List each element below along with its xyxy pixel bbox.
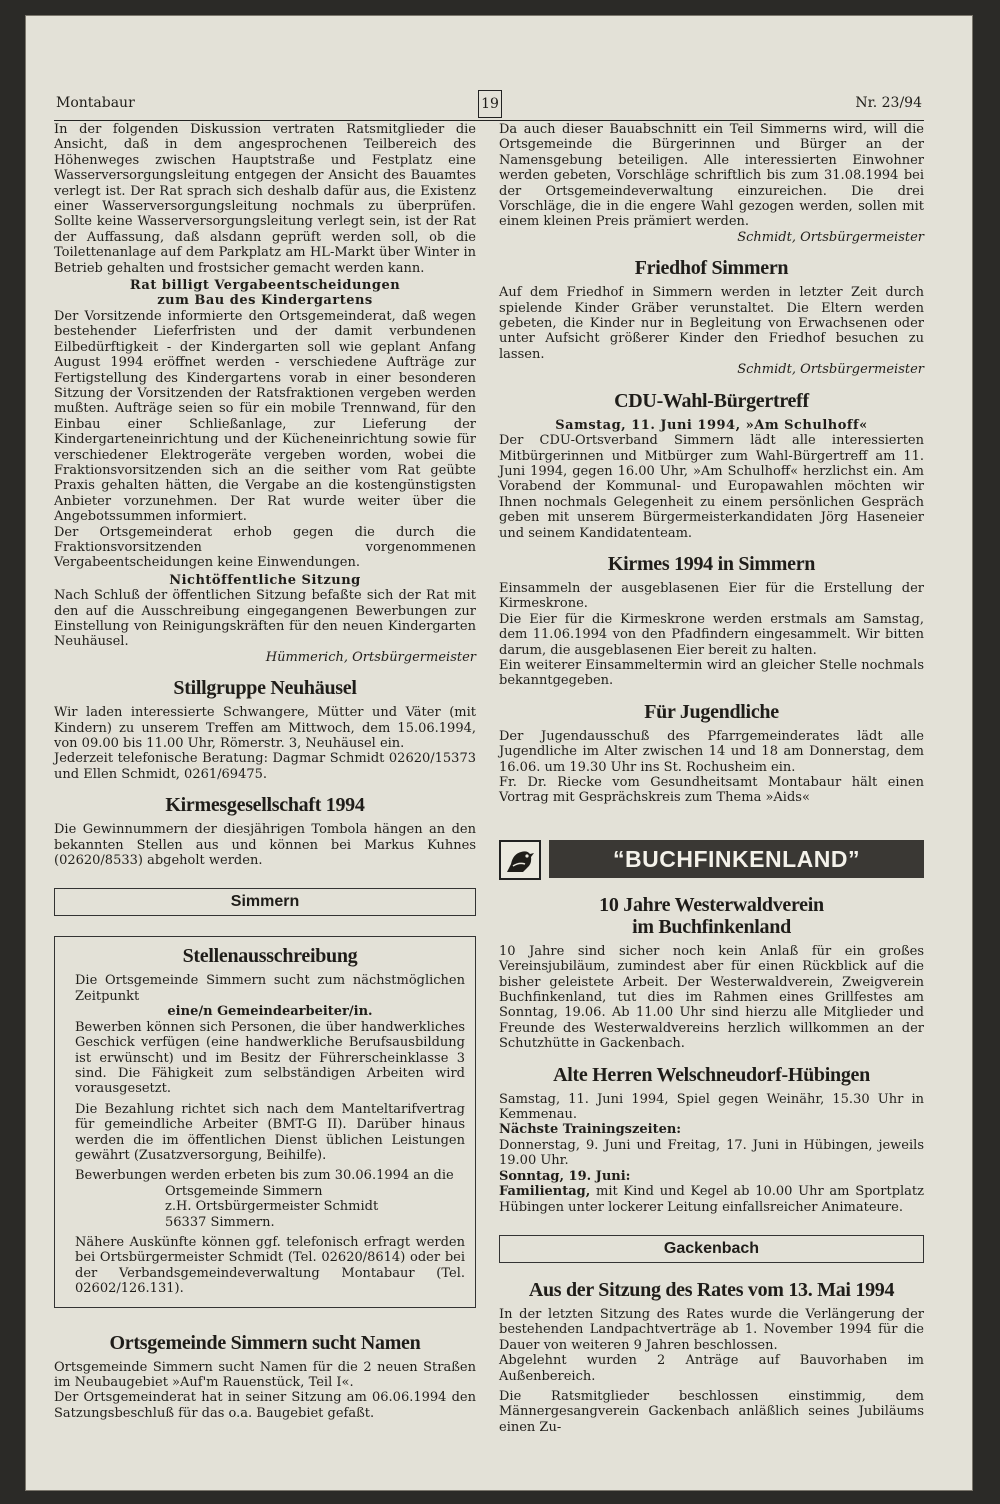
section-box-gackenbach: Gackenbach bbox=[499, 1235, 924, 1263]
article-paragraph: Die Ratsmitglieder beschlossen einstimmig, dem Männergesangverein Gackenbach anläßlich seines Jubiläums einen Zu- bbox=[499, 1388, 924, 1435]
article-paragraph: Nach Schluß der öffentlichen Sitzung befaßte sich der Rat mit den auf die Ausschreibung eingegangenen Bewerbungen zur Einstellung von Reinigungskräften für den neuen Kindergarten Neuhäusel. bbox=[54, 588, 476, 650]
article-paragraph: Der Ortsgemeinderat hat in seiner Sitzung am 06.06.1994 den Satzungsbeschluß für das o.a. Baugebiet gefaßt. bbox=[54, 1390, 476, 1421]
subheading bbox=[54, 278, 476, 309]
headline: Friedhof Simmern bbox=[634, 257, 789, 280]
ad-address-line: z.H. Ortsbürgermeister Schmidt bbox=[165, 1199, 379, 1215]
article-paragraph: Wir laden interessierte Schwangere, Mütter und Väter (mit Kindern) zu unserem Treffen am Mittwoch, dem 15.06.1994, von 09.00 bis 11.00 Uhr, Römerstr. 3, Neuhäusel ein. bbox=[54, 705, 476, 752]
headline: Alte Herren Welschneudorf-Hübingen bbox=[553, 1063, 870, 1086]
headline: CDU-Wahl-Bürgertreff bbox=[614, 389, 809, 412]
subheading-line: Rat billigt Vergabeentscheidungen bbox=[129, 278, 401, 294]
article-paragraph bbox=[499, 1184, 924, 1215]
headline-line: im Buchfinkenland bbox=[632, 915, 791, 938]
ad-address-line: 56337 Simmern. bbox=[165, 1214, 275, 1230]
bird-logo-icon bbox=[499, 840, 541, 880]
ad-paragraph: Die Ortsgemeinde Simmern sucht zum nächstmöglichen Zeitpunkt bbox=[75, 973, 465, 1004]
headline: Ortsgemeinde Simmern sucht Namen bbox=[109, 1331, 421, 1354]
article-label: Familientag, bbox=[499, 1184, 591, 1200]
signature: Schmidt, Ortsbürgermeister bbox=[737, 229, 924, 245]
headline-line: 10 Jahre Westerwaldverein bbox=[599, 893, 824, 916]
article-paragraph: Samstag, 11. Juni 1994, Spiel gegen Weinähr, 15.30 Uhr in Kemmenau. bbox=[499, 1091, 924, 1123]
article-paragraph: Auf dem Friedhof in Simmern werden in letzter Zeit durch spielende Kinder Gräber verunstaltet. Die Eltern werden gebeten, die Kinder nur in Begleitung von Erwachsenen oder unter Aufsicht größerer Kinder den Friedhof besuchen zu lassen. bbox=[499, 285, 924, 362]
ad-paragraph: Die Bezahlung richtet sich nach dem Manteltarifvertrag für gemeindliche Arbeiter (BMT-G II). Darüber hinaus werden die im öffentlichen Dienst üblichen Leistungen gewährt (Zusatzversorgung, Beihilfe). bbox=[75, 1101, 465, 1163]
page-header bbox=[54, 90, 924, 121]
article-paragraph: Die Eier für die Kirmeskrone werden erstmals am Samstag, dem 11.06.1994 von den Pfadfindern eingesammelt. Wir bitten darum, die ausgeblasenen Eier bereit zu halten. bbox=[499, 611, 924, 658]
right-column bbox=[499, 122, 924, 1435]
left-column bbox=[54, 122, 476, 1421]
ad-paragraph: Bewerbungen werden erbeten bis zum 30.06.1994 an die bbox=[75, 1168, 454, 1184]
article-paragraph: Donnerstag, 9. Juni und Freitag, 17. Juni in Hübingen, jeweils 19.00 Uhr. bbox=[499, 1137, 924, 1169]
ad-position: eine/n Gemeindearbeiter/in. bbox=[167, 1004, 373, 1020]
headline: Kirmesgesellschaft 1994 bbox=[165, 794, 365, 817]
article-paragraph: 10 Jahre sind sicher noch kein Anlaß für ein großes Vereinsjubiläum, zumindest aber für einen Rückblick auf die bisher geleistete Arbeit. Der Westerwaldverein, Zweigverein Buchfinkenland, tut dies im Rahmen eines Grillfestes am Sonntag, 19.06. Ab 11.00 Uhr sind hierzu alle Mitglieder und Freunde des Westerwaldvereins herzlich willkommen an der Schutzhütte in Gackenbach. bbox=[499, 943, 924, 1052]
article-label: Sonntag, 19. Juni: bbox=[499, 1168, 631, 1184]
header-town: Montabaur bbox=[56, 95, 135, 111]
headline bbox=[499, 894, 924, 938]
banner-title: “BUCHFINKENLAND” bbox=[549, 840, 924, 878]
ad-paragraph: Nähere Auskünfte können ggf. telefonisch erfragt werden bei Ortsbürgermeister Schmidt (Tel. 02620/8614) oder bei der Verbandsgemeindeverwaltung Montabaur (Tel. 02602/126.131). bbox=[75, 1234, 465, 1297]
article-text: mit Kind und Kegel ab 10.00 Uhr am Sportplatz Hübingen unter lockerer Leitung einfallsreicher Animateure. bbox=[499, 1184, 924, 1215]
headline: Stillgruppe Neuhäusel bbox=[173, 677, 357, 700]
article-paragraph: Fr. Dr. Riecke vom Gesundheitsamt Montabaur hält einen Vortrag mit Gesprächskreis zum Thema »Aids« bbox=[499, 775, 924, 806]
article-paragraph: Der Vorsitzende informierte den Ortsgemeinderat, daß wegen bestehender Lieferfristen und der damit verbundenen Eilbedürftigkeit - der Kindergarten soll wie geplant Anfang August 1994 eröffnet werden - verschiedene Aufträge zur Fertigstellung des Kindergartens vorab in einer besonderen Sitzung der Vorsitzenden der Ratsfraktionen vergeben werden mußten. Aufträge seien so für ein mobile Trennwand, für den Einbau einer Schließanlage, zur Lieferung der Kindergarteneinrichtung und der Kücheneinrichtung sowie für verschiedener Elektrogeräte vergeben worden, wobei die Fraktionsvorsitzenden sich an die seither vom Rat geübte Praxis gehalten hätten, die Vergabe an die kostengünstigsten Anbieter vorzunehmen. Der Rat wurde weiter über die Angebotssummen informiert. bbox=[54, 308, 476, 525]
article-paragraph: Die Gewinnummern der diesjährigen Tombola hängen an den bekannten Stellen aus und können bei Markus Kuhnes (02620/8533) abgeholt werden. bbox=[54, 822, 476, 869]
article-paragraph: Jederzeit telefonische Beratung: Dagmar Schmidt 02620/15373 und Ellen Schmidt, 0261/69475. bbox=[54, 751, 476, 782]
article-paragraph: Abgelehnt wurden 2 Anträge auf Bauvorhaben im Außenbereich. bbox=[499, 1353, 924, 1384]
ad-address-line: Ortsgemeinde Simmern bbox=[165, 1183, 323, 1199]
buchfinkenland-banner bbox=[499, 840, 924, 878]
headline: Aus der Sitzung des Rates vom 13. Mai 1994 bbox=[528, 1278, 895, 1301]
article-paragraph: Ortsgemeinde Simmern sucht Namen für die 2 neuen Straßen im Neubaugebiet »Auf'm Rauenstück, Teil I«. bbox=[54, 1359, 476, 1390]
article-paragraph: Der CDU-Ortsverband Simmern lädt alle interessierten Mitbürgerinnen und Mitbürger zum Wahl-Bürgertreff am 11. Juni 1994, gegen 16.00 Uhr, »Am Schulhoff« herzlichst ein. Am Vorabend der Kommunal- und Europawahlen möchten wir Ihnen nochmals Gelegenheit zu einem persönlichen Gespräch geben mit unserem Bürgermeisterkandidaten Jörg Haseneier und seinem Kandidatenteam. bbox=[499, 433, 924, 541]
ad-title: Stellenausschreibung bbox=[182, 945, 358, 968]
subheading: Nichtöffentliche Sitzung bbox=[169, 572, 361, 588]
article-paragraph: In der letzten Sitzung des Rates wurde die Verlängerung der bestehenden Landpachtverträge ab 1. November 1994 für die Dauer von weiteren 9 Jahren beschlossen. bbox=[499, 1306, 924, 1353]
article-paragraph: In der folgenden Diskussion vertraten Ratsmitglieder die Ansicht, daß in dem angesprochenen Teilbereich des Höhenweges zwischen Hauptstraße und Festplatz eine Wasserversorgungsleitung entgegen der Ansicht des Bauamtes verlegt ist. Der Rat sprach sich deshalb dafür aus, die Existenz einer Wasserversorgungsleitung nochmals zu überprüfen. Sollte keine Wasserversorgungsleitung verlegt sein, ist der Rat der Auffassung, daß alsdann geprüft werden soll, ob die Toilettenanlage auf dem Parkplatz am HL-Markt über Winter in Betrieb gehalten und frostsicher gemacht werden kann. bbox=[54, 122, 476, 276]
article-label: Nächste Trainingszeiten: bbox=[499, 1122, 682, 1138]
signature: Hümmerich, Ortsbürgermeister bbox=[265, 649, 476, 665]
header-issue: Nr. 23/94 bbox=[855, 95, 922, 111]
ad-paragraph: Bewerben können sich Personen, die über handwerkliches Geschick verfügen (eine handwerkliche Berufsausbildung ist erwünscht) und im Besitz der Führerscheinklasse 3 sind. Die Fähigkeit zum selbständigen Arbeiten wird vorausgesetzt. bbox=[75, 1019, 465, 1097]
article-paragraph: Ein weiterer Einsammeltermin wird an gleicher Stelle nochmals bekanntgegeben. bbox=[499, 657, 924, 689]
job-advertisement bbox=[54, 936, 476, 1307]
article-paragraph: Da auch dieser Bauabschnitt ein Teil Simmerns wird, will die Ortsgemeinde die Bürgerinnen und Bürger an der Namensgebung beteiligen. Alle interessierten Einwohner werden gebeten, Vorschläge schriftlich bis zum 31.08.1994 bei der Ortsgemeindeverwaltung einzureichen. Die drei Vorschläge, die in die engere Wahl gezogen werden, sollen mit einem kleinen Preis prämiert werden. bbox=[499, 122, 924, 230]
article-paragraph: Einsammeln der ausgeblasenen Eier für die Erstellung der Kirmeskrone. bbox=[499, 580, 924, 612]
headline: Kirmes 1994 in Simmern bbox=[607, 552, 816, 575]
signature: Schmidt, Ortsbürgermeister bbox=[737, 362, 924, 378]
subheading-line: zum Bau des Kindergartens bbox=[157, 293, 373, 309]
article-paragraph: Der Jugendausschuß des Pfarrgemeinderates lädt alle Jugendliche im Alter zwischen 14 und 18 am Donnerstag, dem 16.06. um 19.30 Uhr ins St. Rochusheim ein. bbox=[499, 728, 924, 775]
article-paragraph: Der Ortsgemeinderat erhob gegen die durch die Fraktionsvorsitzenden vorgenommenen Vergabeentscheidungen keine Einwendungen. bbox=[54, 524, 476, 571]
page-number: 19 bbox=[478, 90, 502, 118]
subheading: Samstag, 11. Juni 1994, »Am Schulhoff« bbox=[555, 417, 868, 433]
headline: Für Jugendliche bbox=[644, 700, 779, 723]
section-box-simmern: Simmern bbox=[54, 888, 476, 916]
